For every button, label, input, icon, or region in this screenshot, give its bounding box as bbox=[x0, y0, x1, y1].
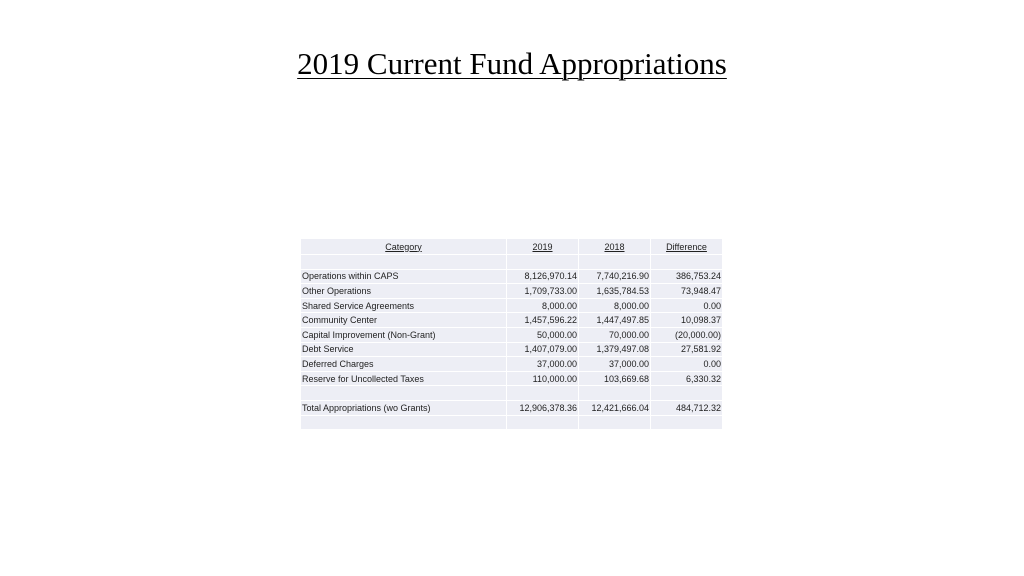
table-row bbox=[301, 284, 723, 299]
row-category: Capital Improvement (Non-Grant) bbox=[301, 327, 507, 342]
header-2018: 2018 bbox=[579, 239, 651, 255]
row-2018: 1,447,497.85 bbox=[579, 313, 651, 328]
row-difference: (20,000.00) bbox=[651, 327, 723, 342]
row-category: Community Center bbox=[301, 313, 507, 328]
row-category: Operations within CAPS bbox=[301, 269, 507, 284]
row-2019: 1,709,733.00 bbox=[507, 284, 579, 299]
table-row bbox=[301, 313, 723, 328]
spacer-row bbox=[301, 255, 723, 270]
row-difference: 6,330.32 bbox=[651, 371, 723, 386]
appropriations-table bbox=[300, 238, 723, 430]
row-difference: 10,098.37 bbox=[651, 313, 723, 328]
row-2019: 110,000.00 bbox=[507, 371, 579, 386]
row-2018: 103,669.68 bbox=[579, 371, 651, 386]
row-2018: 8,000.00 bbox=[579, 298, 651, 313]
row-category: Shared Service Agreements bbox=[301, 298, 507, 313]
row-2019: 37,000.00 bbox=[507, 357, 579, 372]
spacer-row bbox=[301, 386, 723, 401]
row-2019: 8,126,970.14 bbox=[507, 269, 579, 284]
total-2018: 12,421,666.04 bbox=[579, 400, 651, 415]
row-2018: 7,740,216.90 bbox=[579, 269, 651, 284]
row-2018: 1,379,497.08 bbox=[579, 342, 651, 357]
row-difference: 73,948.47 bbox=[651, 284, 723, 299]
row-difference: 0.00 bbox=[651, 357, 723, 372]
row-2019: 8,000.00 bbox=[507, 298, 579, 313]
row-category: Reserve for Uncollected Taxes bbox=[301, 371, 507, 386]
row-2018: 1,635,784.53 bbox=[579, 284, 651, 299]
row-2019: 1,457,596.22 bbox=[507, 313, 579, 328]
slide-title: 2019 Current Fund Appropriations bbox=[297, 46, 727, 81]
row-2018: 70,000.00 bbox=[579, 327, 651, 342]
row-2019: 50,000.00 bbox=[507, 327, 579, 342]
table-row bbox=[301, 342, 723, 357]
table-row bbox=[301, 357, 723, 372]
row-2019: 1,407,079.00 bbox=[507, 342, 579, 357]
row-category: Debt Service bbox=[301, 342, 507, 357]
row-category: Other Operations bbox=[301, 284, 507, 299]
table-row bbox=[301, 327, 723, 342]
row-difference: 0.00 bbox=[651, 298, 723, 313]
total-2019: 12,906,378.36 bbox=[507, 400, 579, 415]
header-category: Category bbox=[301, 239, 507, 255]
spacer-row bbox=[301, 415, 723, 430]
total-row bbox=[301, 400, 723, 415]
total-difference: 484,712.32 bbox=[651, 400, 723, 415]
header-2019: 2019 bbox=[507, 239, 579, 255]
header-difference: Difference bbox=[651, 239, 723, 255]
row-difference: 27,581.92 bbox=[651, 342, 723, 357]
table-row bbox=[301, 298, 723, 313]
table-header-row bbox=[301, 239, 723, 255]
row-2018: 37,000.00 bbox=[579, 357, 651, 372]
table-row bbox=[301, 371, 723, 386]
row-difference: 386,753.24 bbox=[651, 269, 723, 284]
row-category: Deferred Charges bbox=[301, 357, 507, 372]
total-category: Total Appropriations (wo Grants) bbox=[301, 400, 507, 415]
appropriations-table-container bbox=[300, 238, 722, 430]
table-row bbox=[301, 269, 723, 284]
